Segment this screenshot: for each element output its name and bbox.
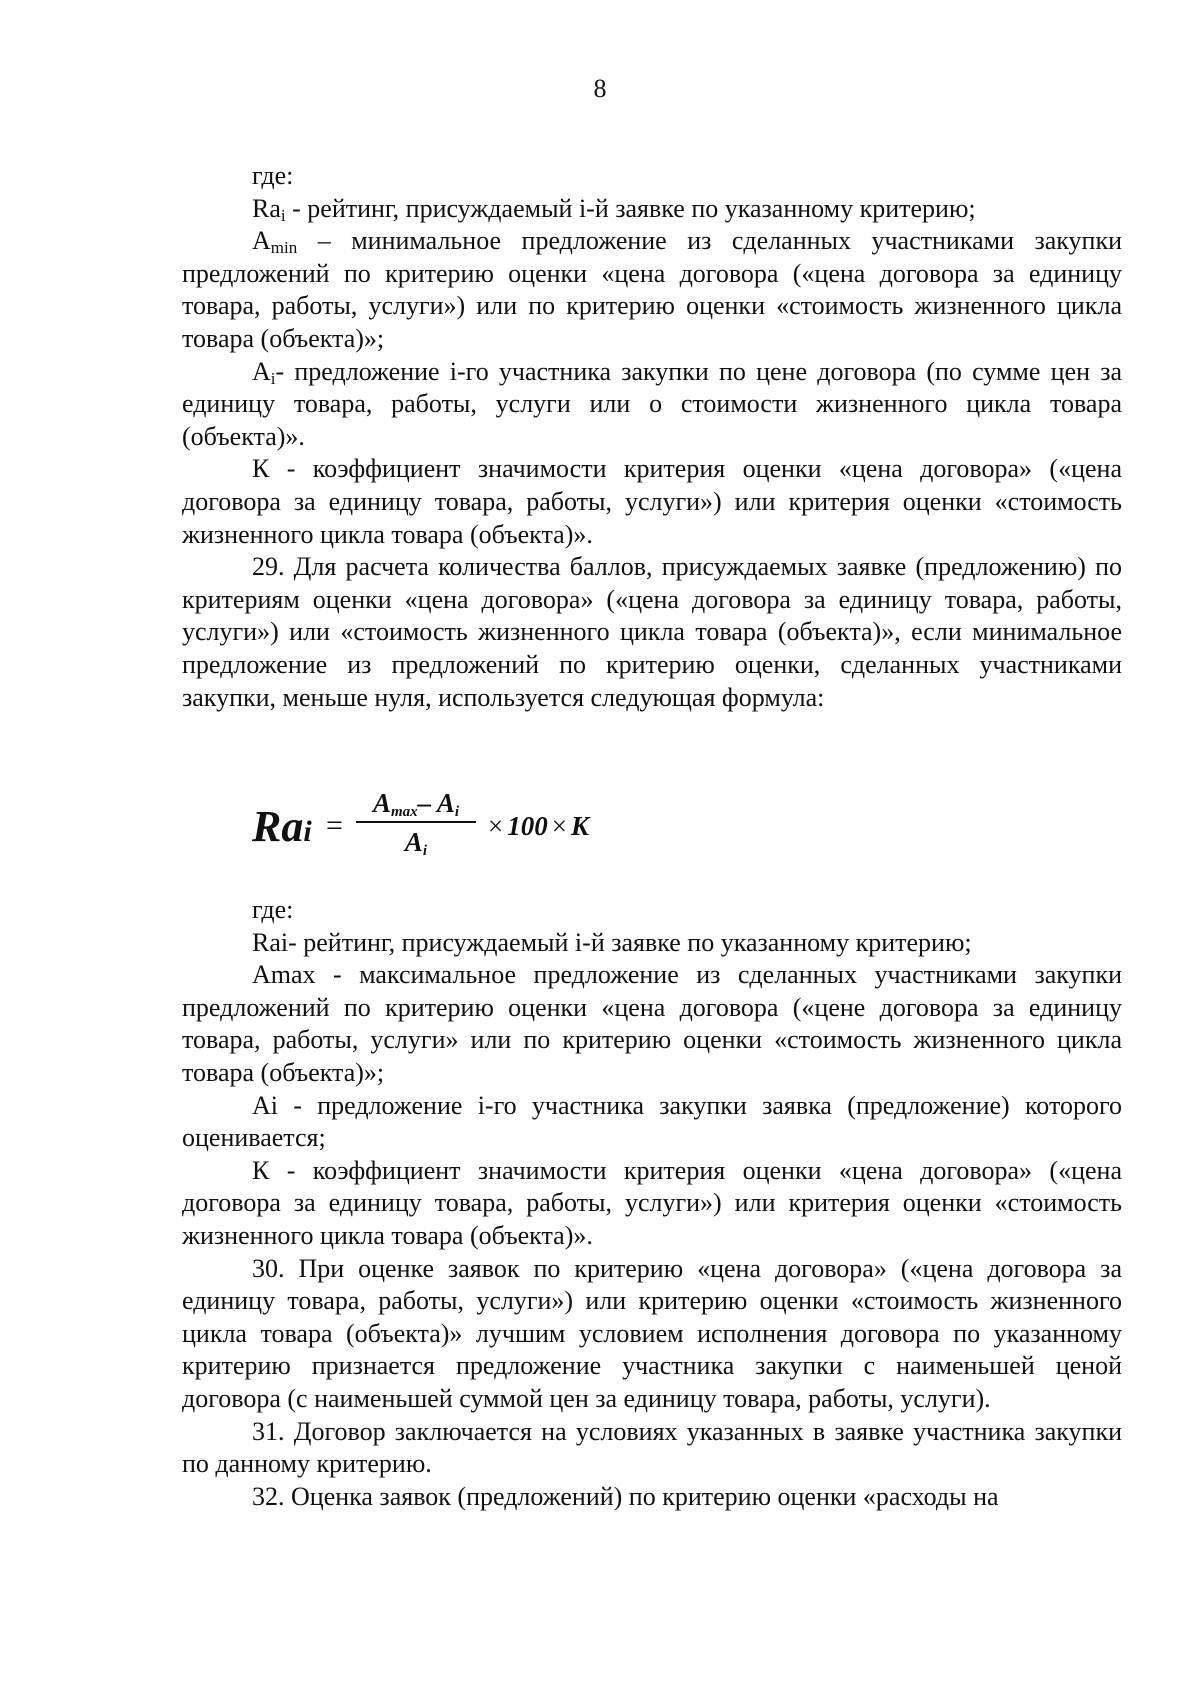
paragraph-32 (182, 1481, 1122, 1514)
term-subscript: i (280, 205, 286, 225)
term: A (252, 226, 271, 256)
paragraph-amin-definition (182, 225, 1122, 355)
paragraph-30 (182, 1253, 1122, 1416)
text-block-definitions-max (182, 894, 1122, 1513)
paragraph-text: 29. Для расчета количества баллов, присуждаемых заявке (предложению) по критериям оценки «цена договора» («цена договора за единицу товара, работы, услуги») или «стоимость жизненного цикла товара (объекта)», если минимальное предложение из предложений по критерию оценки, сделанных участниками закупки, меньше нуля, используется следующая формула: (182, 552, 1122, 712)
text-block-definitions-min (182, 160, 1122, 714)
paragraph-text: 30. При оценке заявок по критерию «цена договора» («цена договора за единицу товара, работы, услуги») или критерию оценки «стоимость жизненного цикла товара (объекта)» лучшим условием исполнения договора по указанному критерию признается предложение участника закупки с наименьшей ценой договора (с наименьшей суммой цен за единицу товара, работы, услуги). (182, 1253, 1122, 1413)
paragraph-text: Amax - максимальное предложение из сделанных участниками закупки предложений по критерию оценки «цена договора («цене договора за единицу товара, работы, услуги» или по критерию оценки «стоимость жизненного цикла товара (объекта)»; (182, 960, 1122, 1087)
term: A (252, 356, 271, 386)
times-sign: × (551, 811, 567, 841)
formula-fraction (356, 788, 476, 857)
factor-100: 100 (507, 811, 548, 841)
term-subscript: i (270, 368, 276, 388)
paragraph-text: 32. Оценка заявок (предложений) по критерию оценки «расходы на (252, 1481, 999, 1511)
paragraph-ai-definition (182, 356, 1122, 454)
paragraph-text: 31. Договор заключается на условиях указанных в заявке участника закупки по данному критерию. (182, 1416, 1122, 1479)
denominator-a: A (404, 827, 423, 857)
numerator-b-subscript: i (454, 804, 460, 820)
formula-lhs-symbol: Ra (252, 802, 304, 851)
term-subscript: min (270, 238, 298, 258)
paragraph-text: - предложение i-го участника закупки по цене договора (по сумме цен за единицу товара, работы, услуги или о стоимости жизненного цикла товара (объекта)». (182, 356, 1122, 451)
paragraph-where (182, 894, 1122, 927)
paragraph-31 (182, 1416, 1122, 1481)
fraction-bar (356, 821, 476, 823)
paragraph-where (182, 160, 1122, 193)
paragraph-amax-definition (182, 959, 1122, 1089)
paragraph-text: Rai- рейтинг, присуждаемый i-й заявке по указанному критерию; (252, 927, 972, 957)
formula-multipliers (484, 810, 589, 843)
paragraph-k-definition (182, 453, 1122, 551)
factor-k: K (570, 811, 589, 841)
formula-numerator (356, 788, 476, 818)
formula-equals: = (326, 809, 343, 842)
paragraph-text: – минимальное предложение из сделанных участниками закупки предложений по критерию оценки «цена договора («цена договора за единицу товара, работы, услуги») или по критерию оценки «стоимость жизненного цикла товара (объекта)»; (182, 226, 1122, 353)
formula-lhs (252, 802, 312, 857)
numerator-a: A (372, 788, 391, 818)
denominator-subscript: i (422, 843, 428, 859)
times-sign: × (488, 811, 504, 841)
paragraph-text: - рейтинг, присуждаемый i-й заявке по указанному критерию; (285, 193, 976, 223)
term: Ra (252, 193, 281, 223)
formula-denominator (356, 827, 476, 857)
paragraph-text: Ai - предложение i-го участника закупки заявка (предложение) которого оценивается; (182, 1090, 1122, 1153)
numerator-minus: – (417, 788, 432, 818)
paragraph-rai-definition (182, 927, 1122, 960)
formula-lhs-subscript: i (303, 815, 312, 848)
paragraph-29 (182, 551, 1122, 714)
paragraph-k-definition (182, 1155, 1122, 1253)
paragraph-text: где: (252, 161, 294, 190)
paragraph-text: К - коэффициент значимости критерия оценки «цена договора» («цена договора за единицу товара, работы, услуги») или критерия оценки «стоимость жизненного цикла товара (объекта)». (182, 1155, 1122, 1250)
numerator-b: A (436, 788, 455, 818)
page-number: 8 (593, 74, 607, 103)
paragraph-ai-definition (182, 1090, 1122, 1155)
paragraph-rai-definition (182, 193, 1122, 226)
paragraph-text: где: (252, 895, 294, 924)
paragraph-text: К - коэффициент значимости критерия оценки «цена договора» («цена договора за единицу товара, работы, услуги») или критерия оценки «стоимость жизненного цикла товара (объекта)». (182, 454, 1122, 549)
numerator-a-subscript: max (390, 804, 418, 820)
rating-formula (252, 788, 672, 888)
